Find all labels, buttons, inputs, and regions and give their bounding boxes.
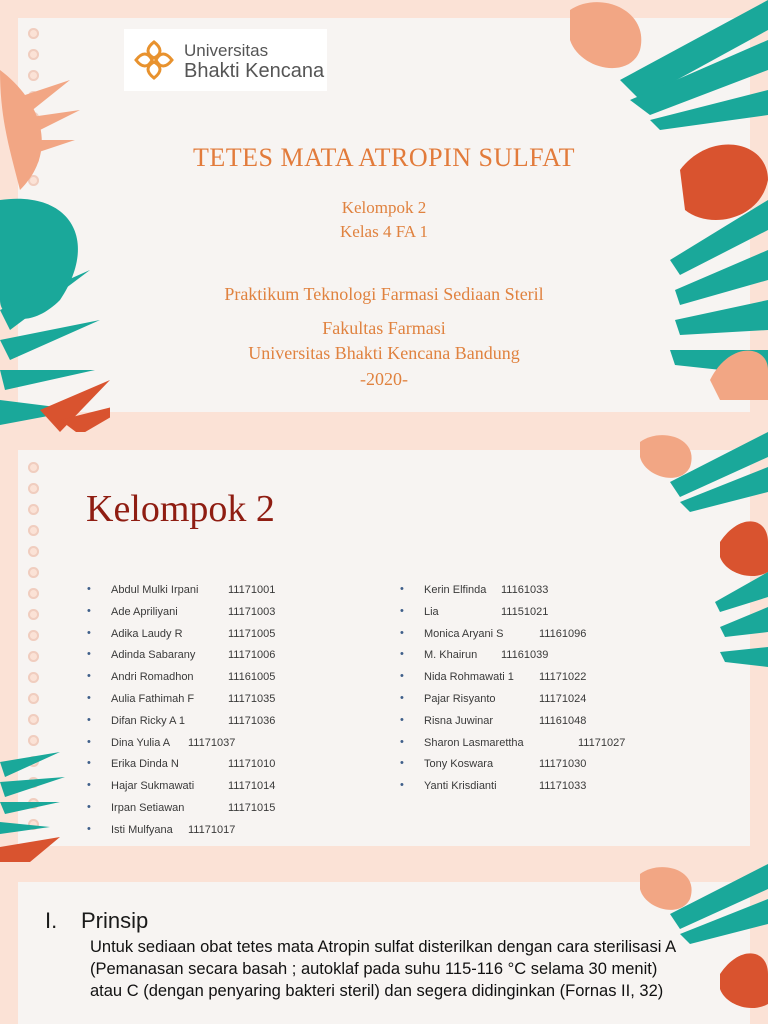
group-label: Kelompok 2 [341, 198, 427, 217]
member-id: 11171015 [228, 802, 276, 814]
member-name: Adinda Sabarany [111, 649, 196, 662]
member-id: 11171036 [228, 714, 276, 727]
bullet-icon: • [87, 757, 91, 770]
member-name: Isti Mulfyana [111, 823, 173, 836]
member-id: 11171005 [228, 627, 276, 640]
member-id: 11161005 [228, 671, 276, 684]
bullet-icon: • [87, 822, 91, 835]
member-id: 11171006 [228, 649, 276, 662]
member-name: Dina Yulia A [111, 736, 171, 749]
bullet-icon: • [87, 735, 91, 748]
member-name: Adika Laudy R [111, 627, 183, 640]
member-id: 11171003 [228, 605, 276, 618]
bullet-icon: • [87, 626, 91, 639]
member-name: Nida Rohmawati 1 [424, 671, 514, 684]
member-name: Abdul Mulki Irpani [111, 584, 199, 596]
member-name: Andri Romadhon [111, 671, 194, 684]
document-title: TETES MATA ATROPIN SULFAT [193, 143, 575, 172]
member-id: 11171001 [228, 584, 276, 596]
member-name: Erika Dinda N [111, 758, 179, 771]
member-id: 11171017 [188, 823, 236, 836]
member-id: 11171037 [188, 736, 236, 749]
member-name: Lia [424, 605, 439, 618]
bullet-icon: • [87, 670, 91, 683]
member-id: 11171035 [228, 693, 276, 705]
bullet-icon: • [400, 670, 404, 683]
section-number: I. [45, 908, 58, 933]
member-id: 11171014 [228, 780, 276, 793]
bullet-icon: • [87, 779, 91, 792]
university-label: Universitas Bhakti Kencana Bandung [248, 343, 520, 363]
class-label: Kelas 4 FA 1 [340, 222, 428, 241]
bullet-icon: • [400, 648, 404, 661]
member-id: 11171033 [539, 780, 587, 793]
tropical-leaves-left-decoration [0, 752, 70, 862]
member-name: Yanti Krisdianti [424, 780, 497, 793]
bullet-icon: • [400, 604, 404, 617]
bullet-icon: • [87, 648, 91, 661]
bullet-icon: • [400, 735, 404, 748]
university-logo [124, 29, 327, 91]
member-id: 11161039 [501, 649, 549, 662]
course-label: Praktikum Teknologi Farmasi Sediaan Steril [224, 284, 544, 304]
member-id: 11151021 [501, 605, 549, 618]
section-title: Prinsip [81, 908, 149, 933]
logo-text-line1: Universitas [184, 41, 269, 60]
bullet-icon: • [400, 626, 404, 639]
member-name: Risna Juwinar [424, 714, 494, 727]
member-name: Kerin Elfinda [424, 584, 487, 596]
bullet-icon: • [400, 713, 404, 726]
member-name: Monica Aryani S [424, 627, 504, 640]
bullet-icon: • [400, 583, 404, 595]
bullet-icon: • [87, 801, 91, 813]
bullet-icon: • [400, 757, 404, 770]
member-name: M. Khairun [424, 649, 478, 662]
member-id: 11161096 [539, 627, 587, 640]
member-name: Tony Koswara [424, 758, 494, 771]
member-name: Ade Apriliyani [111, 605, 178, 618]
member-id: 11161033 [501, 584, 549, 596]
section-heading [45, 908, 148, 934]
tropical-leaves-right-decoration [620, 432, 768, 852]
member-name: Sharon Lasmarettha [424, 736, 524, 749]
member-id: 11171022 [539, 671, 587, 684]
bullet-icon: • [400, 692, 404, 704]
bullet-icon: • [87, 692, 91, 704]
logo-text-line2: Bhakti Kencana [184, 60, 325, 82]
member-id: 11171024 [539, 693, 587, 705]
member-name: Difan Ricky A 1 [111, 714, 185, 727]
member-id: 11171010 [228, 758, 276, 771]
member-id: 11171027 [578, 736, 626, 749]
title-slide [0, 0, 768, 432]
bullet-icon: • [400, 779, 404, 792]
year-label: -2020- [360, 369, 408, 389]
member-name: Hajar Sukmawati [111, 780, 195, 793]
member-name: Aulia Fathimah F [111, 693, 195, 705]
member-name: Irpan Setiawan [111, 802, 185, 814]
member-id: 11171030 [539, 758, 587, 771]
members-heading: Kelompok 2 [86, 488, 275, 530]
bullet-icon: • [87, 583, 91, 595]
section-paragraph: Untuk sediaan obat tetes mata Atropin sulfat disterilkan dengan cara sterilisasi A (Pemanasan secara basah ; autoklaf pada suhu 115-116 °C selama 30 menit) atau C (dengan penyaring bakteri steril) dan segera didinginkan (Fornas II, 32) [90, 938, 676, 1000]
university-emblem-icon [132, 38, 176, 82]
member-name: Pajar Risyanto [424, 693, 496, 705]
bullet-icon: • [87, 604, 91, 617]
member-id: 11161048 [539, 714, 587, 727]
faculty-label: Fakultas Farmasi [322, 318, 446, 338]
bullet-icon: • [87, 713, 91, 726]
